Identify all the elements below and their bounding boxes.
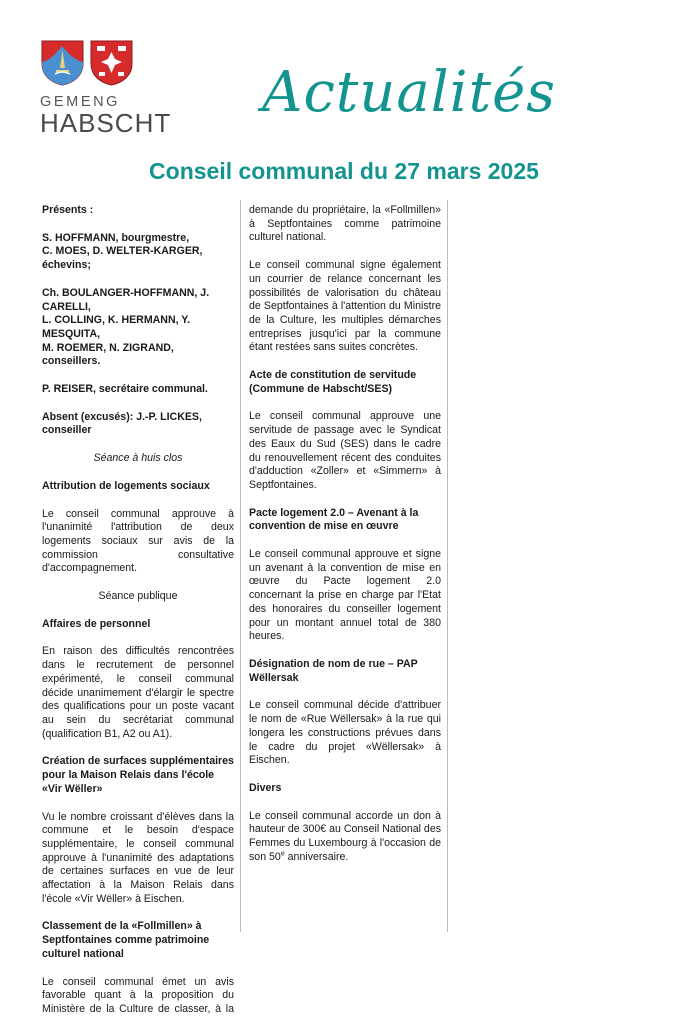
column-divider <box>447 200 448 932</box>
section-heading: Acte de constitution de servitude (Commune de Habscht/SES) <box>249 369 417 395</box>
column-divider <box>240 200 241 932</box>
mayor-line: S. HOFFMANN, bourgmestre, <box>42 231 190 244</box>
page-header <box>0 0 688 150</box>
section-heading: Création de surfaces supplémentaires pour la Maison Relais dans l'école «Vir Wëller» <box>42 755 234 795</box>
coat-of-arms <box>41 40 190 86</box>
councillors-line: L. COLLING, K. HERMANN, Y. MESQUITA, <box>42 314 191 340</box>
municipality-small-label: GEMENG <box>40 94 121 110</box>
left-column <box>42 204 234 1031</box>
section-paragraph: Le conseil communal décide d'attribuer le nom de «Rue Wëllersak» à la rue qui longera les constructions prévues dans le cadre du projet «Wëllersak» à Eischen. <box>249 699 441 767</box>
section-heading: Affaires de personnel <box>42 617 151 630</box>
public-session-label: Séance publique <box>98 590 178 603</box>
secretary-line: P. REISER, secrétaire communal. <box>42 383 208 396</box>
divers-text-end: anniversaire. <box>284 850 349 863</box>
section-paragraph: Le conseil communal approuve une servitude de passage avec le Syndicat des Eaux du Sud (SES) dans le cadre du renouvellement récent des conduites d'adduction «Zoller» et «Simmern» à Septfontaines. <box>249 410 441 491</box>
municipality-name: HABSCHT <box>40 108 172 138</box>
ordinal-suffix: e <box>280 850 285 858</box>
councillors-line: M. ROEMER, N. ZIGRAND, conseillers. <box>42 341 174 368</box>
aldermen-line: C. MOES, D. WELTER-KARGER, échevins; <box>42 245 203 272</box>
shield-right-icon <box>90 40 133 86</box>
councillors-list <box>42 287 234 369</box>
page-title: Actualités <box>262 60 556 125</box>
section-paragraph: Le conseil communal approuve à l'unanimité l'attribution de deux logements sociaux sur avis de la commission consultative d'accompagnement. <box>42 507 234 575</box>
section-paragraph: En raison des difficultés rencontrées dans le recrutement de personnel expérimenté, le conseil communal décide unanimement d'élargir le spectre des qualifications pour un poste vacant au sein du secrétariat communal (qualification B1, A2 ou A1). <box>42 645 234 740</box>
mayor-aldermen <box>42 232 234 273</box>
absent-line: Absent (excusés): J.-P. LICKES, conseiller <box>42 410 202 437</box>
section-paragraph: Vu le nombre croissant d'élèves dans la commune et le besoin d'espace supplémentaire, le conseil communal approuve à l'unanimité des adaptations de certaines surfaces en vue de leur affectation à la Maison Relais dans l'école «Vir Wëller» à Eischen. <box>42 810 234 905</box>
section-paragraph: Le conseil communal approuve et signe un avenant à la convention de mise en œuvre du Pacte logement 2.0 concernant la prise en charge par l'Etat des honoraires du conseiller logement pour un montant annuel total de 380 heures. <box>249 548 441 643</box>
shield-left-icon <box>41 40 84 86</box>
section-heading: Classement de la «Follmillen» à Septfontaines comme patrimoine culturel national <box>42 920 210 960</box>
section-paragraph: Le conseil communal signe également un courrier de relance concernant les possibilités de valorisation du château de Septfontaines à l'attention du Ministre de la Culture, les multiples démarches entreprises jusqu'ici par la commune étant restées sans suites concrètes. <box>249 259 441 354</box>
section-paragraph <box>249 810 441 865</box>
section-heading: Pacte logement 2.0 – Avenant à la convention de mise en œuvre <box>249 506 419 533</box>
section-heading: Désignation de nom de rue – PAP Wëllersak <box>249 657 418 684</box>
page-subtitle: Conseil communal du 27 mars 2025 <box>149 158 539 184</box>
section-heading: Divers <box>249 781 282 794</box>
municipality-logo <box>40 40 190 136</box>
councillors-line: Ch. BOULANGER-HOFFMANN, J. CARELLI, <box>42 286 210 313</box>
right-column <box>249 204 441 878</box>
presents-label: Présents : <box>42 204 94 216</box>
closed-session-label: Séance à huis clos <box>93 452 183 465</box>
section-heading: Attribution de logements sociaux <box>42 479 210 492</box>
divers-text: Le conseil communal accorde un don à hauteur de 300€ au Conseil National des Femmes du Luxembourg à l'occasion de son 50 <box>249 809 442 863</box>
section-paragraph: Le conseil communal émet un avis favorable quant à la proposition du Ministère de la Culture de classer, à la <box>42 975 234 1015</box>
section-paragraph: demande du propriétaire, la «Follmillen» à Septfontaines comme patrimoine culturel national. <box>249 204 441 244</box>
